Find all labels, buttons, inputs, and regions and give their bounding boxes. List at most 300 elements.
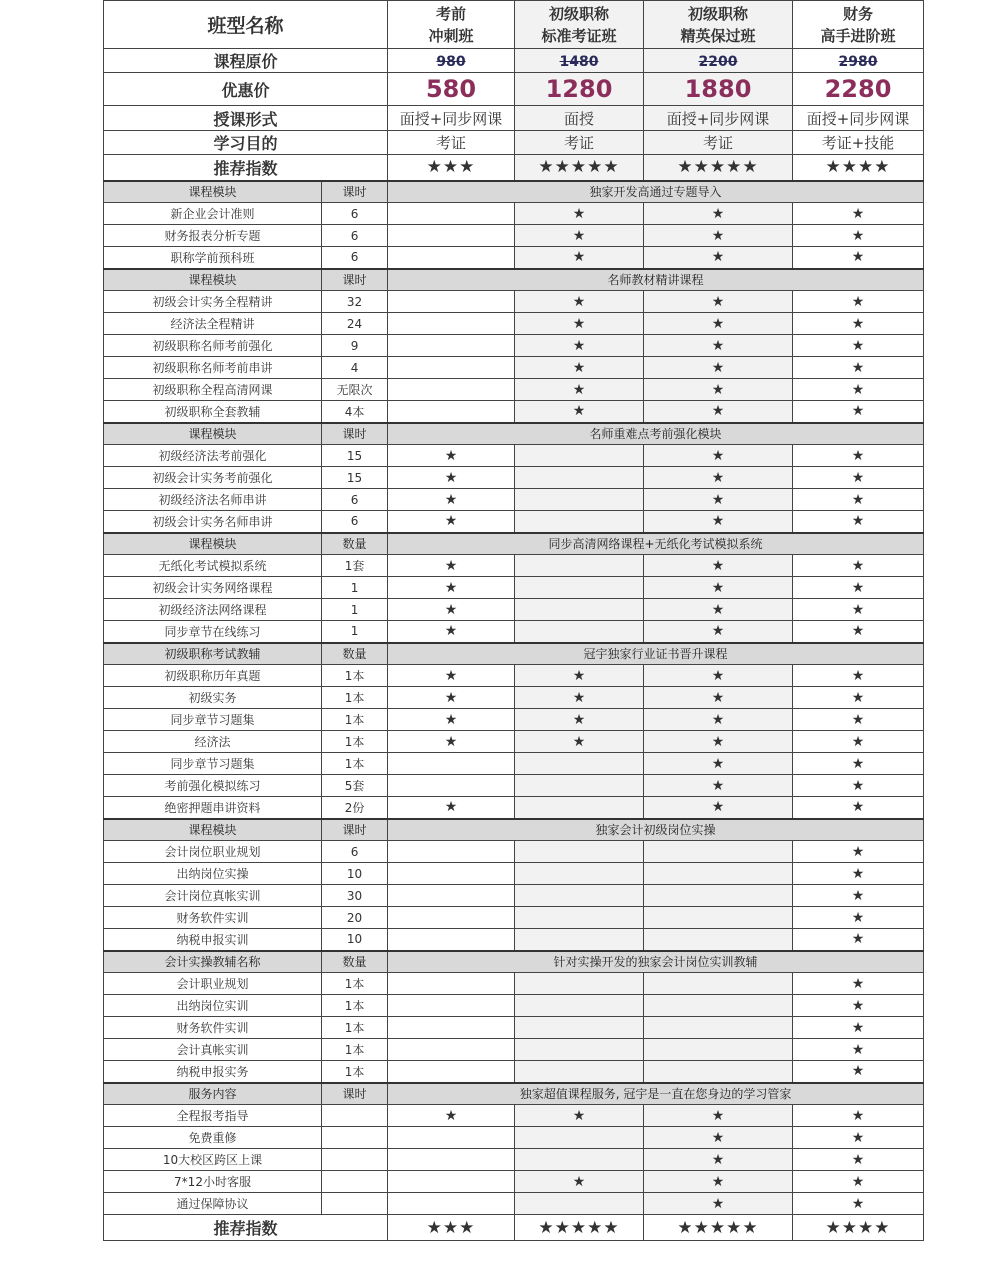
inclusion-cell bbox=[644, 379, 793, 401]
inclusion-cell bbox=[515, 1127, 644, 1149]
inclusion-cell bbox=[644, 1127, 793, 1149]
star-icon: ★ bbox=[711, 1195, 725, 1212]
star-icon: ★ bbox=[851, 997, 865, 1014]
item-quantity: 1本 bbox=[322, 687, 388, 709]
class-header-line1: 财务 bbox=[843, 4, 874, 23]
inclusion-cell bbox=[515, 467, 644, 489]
inclusion-cell bbox=[515, 863, 644, 885]
inclusion-cell bbox=[644, 291, 793, 313]
class-header-line1: 考前 bbox=[436, 4, 467, 23]
inclusion-cell bbox=[793, 379, 924, 401]
class-header-line2: 冲刺班 bbox=[428, 26, 474, 45]
inclusion-cell bbox=[644, 577, 793, 599]
item-name: 10大校区跨区上课 bbox=[104, 1149, 322, 1171]
inclusion-cell bbox=[388, 929, 515, 951]
summary-value-text: 1880 bbox=[684, 75, 752, 103]
item-name: 初级经济法名师串讲 bbox=[104, 489, 322, 511]
inclusion-cell bbox=[793, 929, 924, 951]
summary-value bbox=[388, 131, 515, 155]
inclusion-cell bbox=[515, 379, 644, 401]
inclusion-cell bbox=[644, 1193, 793, 1215]
inclusion-cell bbox=[515, 445, 644, 467]
inclusion-cell bbox=[793, 709, 924, 731]
inclusion-cell bbox=[515, 489, 644, 511]
star-icon: ★ bbox=[851, 557, 865, 574]
inclusion-cell bbox=[644, 203, 793, 225]
inclusion-cell bbox=[793, 863, 924, 885]
item-quantity bbox=[322, 1193, 388, 1215]
star-icon: ★ bbox=[851, 469, 865, 486]
star-icon: ★ bbox=[851, 931, 865, 948]
star-icon: ★ bbox=[572, 337, 586, 354]
inclusion-cell bbox=[644, 885, 793, 907]
table-row bbox=[104, 1193, 924, 1215]
inclusion-cell bbox=[793, 687, 924, 709]
summary-value-text: 1280 bbox=[545, 75, 613, 103]
star-icon: ★ bbox=[711, 579, 725, 596]
star-icon: ★ bbox=[572, 381, 586, 398]
summary-row bbox=[104, 73, 924, 106]
section-col1-label: 服务内容 bbox=[104, 1083, 322, 1105]
inclusion-cell bbox=[388, 577, 515, 599]
rating-stars: ★★★★★ bbox=[538, 1217, 620, 1238]
class-header-line2: 精英保过班 bbox=[680, 26, 756, 45]
inclusion-cell bbox=[793, 1171, 924, 1193]
summary-value-text: 面授+同步网课 bbox=[806, 109, 910, 128]
item-name: 免费重修 bbox=[104, 1127, 322, 1149]
item-quantity: 15 bbox=[322, 467, 388, 489]
inclusion-cell bbox=[388, 731, 515, 753]
summary-value bbox=[515, 49, 644, 73]
inclusion-cell bbox=[793, 599, 924, 621]
item-name: 会计真帐实训 bbox=[104, 1039, 322, 1061]
inclusion-cell bbox=[388, 665, 515, 687]
table-row bbox=[104, 379, 924, 401]
inclusion-cell bbox=[793, 247, 924, 269]
item-name: 会计岗位职业规划 bbox=[104, 841, 322, 863]
summary-value-text: 1480 bbox=[559, 54, 599, 70]
inclusion-cell bbox=[644, 357, 793, 379]
item-quantity: 15 bbox=[322, 445, 388, 467]
inclusion-cell bbox=[388, 313, 515, 335]
inclusion-cell bbox=[515, 797, 644, 819]
star-icon: ★ bbox=[851, 667, 865, 684]
star-icon: ★ bbox=[444, 579, 458, 596]
section-title: 独家超值课程服务, 冠宇是一直在您身边的学习管家 bbox=[388, 1083, 924, 1105]
footer-rating bbox=[515, 1215, 644, 1241]
inclusion-cell bbox=[793, 973, 924, 995]
inclusion-cell bbox=[388, 291, 515, 313]
star-icon: ★ bbox=[851, 1129, 865, 1146]
item-quantity bbox=[322, 1171, 388, 1193]
inclusion-cell bbox=[793, 335, 924, 357]
summary-value bbox=[515, 131, 644, 155]
star-icon: ★ bbox=[851, 623, 865, 640]
table-row bbox=[104, 687, 924, 709]
section-title: 针对实操开发的独家会计岗位实训教辅 bbox=[388, 951, 924, 973]
section-header bbox=[104, 181, 924, 203]
item-name: 初级职称全程高清网课 bbox=[104, 379, 322, 401]
inclusion-cell bbox=[793, 1105, 924, 1127]
inclusion-cell bbox=[388, 621, 515, 643]
inclusion-cell bbox=[388, 247, 515, 269]
star-icon: ★ bbox=[711, 491, 725, 508]
star-icon: ★ bbox=[711, 337, 725, 354]
item-name: 职称学前预科班 bbox=[104, 247, 322, 269]
inclusion-cell bbox=[793, 775, 924, 797]
table-row bbox=[104, 731, 924, 753]
summary-value-text: 面授+同步网课 bbox=[666, 109, 770, 128]
table-row bbox=[104, 225, 924, 247]
inclusion-cell bbox=[793, 665, 924, 687]
item-quantity: 1本 bbox=[322, 731, 388, 753]
star-icon: ★ bbox=[851, 315, 865, 332]
table-row bbox=[104, 1149, 924, 1171]
inclusion-cell bbox=[388, 1105, 515, 1127]
summary-value bbox=[388, 73, 515, 106]
inclusion-cell bbox=[388, 797, 515, 819]
inclusion-cell bbox=[793, 1039, 924, 1061]
table-row bbox=[104, 467, 924, 489]
summary-value bbox=[644, 106, 793, 131]
inclusion-cell bbox=[644, 511, 793, 533]
star-icon: ★ bbox=[851, 447, 865, 464]
summary-row bbox=[104, 49, 924, 73]
table-row bbox=[104, 973, 924, 995]
item-name: 通过保障协议 bbox=[104, 1193, 322, 1215]
item-quantity: 1本 bbox=[322, 1039, 388, 1061]
table-row bbox=[104, 797, 924, 819]
section-col1-label: 课程模块 bbox=[104, 819, 322, 841]
table-row bbox=[104, 203, 924, 225]
section-col1-label: 课程模块 bbox=[104, 423, 322, 445]
table-row bbox=[104, 357, 924, 379]
header-row bbox=[104, 1, 924, 49]
inclusion-cell bbox=[793, 885, 924, 907]
section-header bbox=[104, 269, 924, 291]
item-quantity bbox=[322, 1127, 388, 1149]
inclusion-cell bbox=[388, 841, 515, 863]
inclusion-cell bbox=[388, 467, 515, 489]
item-name: 纳税申报实训 bbox=[104, 929, 322, 951]
star-icon: ★ bbox=[711, 381, 725, 398]
inclusion-cell bbox=[793, 401, 924, 423]
class-column-header bbox=[644, 1, 793, 49]
star-icon: ★ bbox=[572, 249, 586, 266]
inclusion-cell bbox=[515, 1149, 644, 1171]
inclusion-cell bbox=[644, 401, 793, 423]
rating-stars: ★★★ bbox=[426, 157, 476, 178]
class-header-line1: 初级职称 bbox=[688, 4, 749, 23]
star-icon: ★ bbox=[444, 733, 458, 750]
item-quantity: 6 bbox=[322, 225, 388, 247]
inclusion-cell bbox=[515, 885, 644, 907]
rating-stars: ★★★★★ bbox=[538, 157, 620, 178]
star-icon: ★ bbox=[444, 491, 458, 508]
star-icon: ★ bbox=[851, 513, 865, 530]
star-icon: ★ bbox=[851, 491, 865, 508]
star-icon: ★ bbox=[711, 623, 725, 640]
star-icon: ★ bbox=[572, 733, 586, 750]
summary-value bbox=[644, 49, 793, 73]
inclusion-cell bbox=[793, 489, 924, 511]
section-col2-label: 课时 bbox=[322, 269, 388, 291]
inclusion-cell bbox=[388, 1193, 515, 1215]
star-icon: ★ bbox=[851, 403, 865, 420]
inclusion-cell bbox=[644, 489, 793, 511]
star-icon: ★ bbox=[851, 909, 865, 926]
item-quantity: 1本 bbox=[322, 1017, 388, 1039]
inclusion-cell bbox=[515, 775, 644, 797]
section-header bbox=[104, 643, 924, 665]
star-icon: ★ bbox=[851, 205, 865, 222]
item-name: 7*12小时客服 bbox=[104, 1171, 322, 1193]
class-column-header bbox=[515, 1, 644, 49]
section-col1-label: 课程模块 bbox=[104, 533, 322, 555]
item-quantity: 32 bbox=[322, 291, 388, 313]
summary-value bbox=[515, 155, 644, 181]
inclusion-cell bbox=[388, 555, 515, 577]
section-header bbox=[104, 1083, 924, 1105]
inclusion-cell bbox=[793, 841, 924, 863]
section-col2-label: 课时 bbox=[322, 181, 388, 203]
summary-label: 授课形式 bbox=[104, 106, 388, 131]
item-quantity: 4本 bbox=[322, 401, 388, 423]
inclusion-cell bbox=[388, 1127, 515, 1149]
item-quantity: 1 bbox=[322, 577, 388, 599]
item-name: 初级会计实务考前强化 bbox=[104, 467, 322, 489]
inclusion-cell bbox=[515, 731, 644, 753]
footer-rating bbox=[793, 1215, 924, 1241]
table-row bbox=[104, 621, 924, 643]
inclusion-cell bbox=[515, 599, 644, 621]
item-name: 出纳岗位实训 bbox=[104, 995, 322, 1017]
item-name: 纳税申报实务 bbox=[104, 1061, 322, 1083]
section-header bbox=[104, 951, 924, 973]
inclusion-cell bbox=[644, 973, 793, 995]
table-row bbox=[104, 995, 924, 1017]
star-icon: ★ bbox=[711, 469, 725, 486]
inclusion-cell bbox=[388, 1039, 515, 1061]
inclusion-cell bbox=[388, 687, 515, 709]
star-icon: ★ bbox=[851, 1041, 865, 1058]
inclusion-cell bbox=[388, 379, 515, 401]
inclusion-cell bbox=[388, 907, 515, 929]
item-quantity bbox=[322, 1149, 388, 1171]
star-icon: ★ bbox=[851, 293, 865, 310]
inclusion-cell bbox=[644, 1171, 793, 1193]
item-quantity: 1本 bbox=[322, 709, 388, 731]
inclusion-cell bbox=[644, 621, 793, 643]
summary-value-text: 2980 bbox=[838, 54, 878, 70]
item-name: 经济法 bbox=[104, 731, 322, 753]
inclusion-cell bbox=[793, 1017, 924, 1039]
item-name: 初级经济法网络课程 bbox=[104, 599, 322, 621]
summary-value bbox=[644, 73, 793, 106]
inclusion-cell bbox=[388, 511, 515, 533]
inclusion-cell bbox=[644, 555, 793, 577]
inclusion-cell bbox=[388, 1017, 515, 1039]
star-icon: ★ bbox=[851, 1195, 865, 1212]
inclusion-cell bbox=[644, 907, 793, 929]
inclusion-cell bbox=[388, 445, 515, 467]
inclusion-cell bbox=[515, 687, 644, 709]
item-name: 会计职业规划 bbox=[104, 973, 322, 995]
inclusion-cell bbox=[644, 709, 793, 731]
star-icon: ★ bbox=[711, 293, 725, 310]
inclusion-cell bbox=[515, 247, 644, 269]
inclusion-cell bbox=[644, 335, 793, 357]
inclusion-cell bbox=[793, 1127, 924, 1149]
item-quantity: 无限次 bbox=[322, 379, 388, 401]
summary-value bbox=[515, 73, 644, 106]
summary-value-text: 580 bbox=[425, 75, 477, 103]
inclusion-cell bbox=[388, 973, 515, 995]
inclusion-cell bbox=[793, 511, 924, 533]
table-row bbox=[104, 929, 924, 951]
inclusion-cell bbox=[388, 225, 515, 247]
table-row bbox=[104, 1017, 924, 1039]
star-icon: ★ bbox=[851, 843, 865, 860]
footer-rating bbox=[644, 1215, 793, 1241]
star-icon: ★ bbox=[572, 205, 586, 222]
inclusion-cell bbox=[515, 995, 644, 1017]
inclusion-cell bbox=[515, 665, 644, 687]
class-header-line1: 初级职称 bbox=[549, 4, 610, 23]
star-icon: ★ bbox=[851, 777, 865, 794]
summary-value-text: 面授 bbox=[564, 109, 595, 128]
star-icon: ★ bbox=[851, 689, 865, 706]
inclusion-cell bbox=[644, 1105, 793, 1127]
rating-stars: ★★★★★ bbox=[677, 157, 759, 178]
footer-row bbox=[104, 1215, 924, 1241]
star-icon: ★ bbox=[711, 601, 725, 618]
class-header-line2: 标准考证班 bbox=[541, 26, 617, 45]
item-name: 初级会计实务全程精讲 bbox=[104, 291, 322, 313]
item-name: 考前强化模拟练习 bbox=[104, 775, 322, 797]
inclusion-cell bbox=[644, 731, 793, 753]
star-icon: ★ bbox=[851, 579, 865, 596]
section-title: 名师重难点考前强化模块 bbox=[388, 423, 924, 445]
inclusion-cell bbox=[793, 357, 924, 379]
summary-value bbox=[793, 106, 924, 131]
star-icon: ★ bbox=[711, 1129, 725, 1146]
star-icon: ★ bbox=[711, 557, 725, 574]
table-row bbox=[104, 1039, 924, 1061]
inclusion-cell bbox=[515, 929, 644, 951]
table-row bbox=[104, 1061, 924, 1083]
star-icon: ★ bbox=[851, 227, 865, 244]
item-quantity: 1 bbox=[322, 621, 388, 643]
inclusion-cell bbox=[793, 467, 924, 489]
item-name: 初级职称历年真题 bbox=[104, 665, 322, 687]
inclusion-cell bbox=[515, 203, 644, 225]
inclusion-cell bbox=[793, 995, 924, 1017]
section-title: 独家开发高通过专题导入 bbox=[388, 181, 924, 203]
item-name: 经济法全程精讲 bbox=[104, 313, 322, 335]
table-row bbox=[104, 863, 924, 885]
comparison-table bbox=[103, 0, 924, 1241]
star-icon: ★ bbox=[851, 381, 865, 398]
summary-row bbox=[104, 106, 924, 131]
star-icon: ★ bbox=[572, 689, 586, 706]
inclusion-cell bbox=[515, 1105, 644, 1127]
section-col2-label: 课时 bbox=[322, 819, 388, 841]
class-column-header bbox=[388, 1, 515, 49]
summary-value-text: 980 bbox=[436, 54, 466, 70]
summary-value bbox=[388, 106, 515, 131]
star-icon: ★ bbox=[711, 777, 725, 794]
inclusion-cell bbox=[644, 1149, 793, 1171]
inclusion-cell bbox=[793, 731, 924, 753]
star-icon: ★ bbox=[851, 249, 865, 266]
item-quantity: 1本 bbox=[322, 973, 388, 995]
table-row bbox=[104, 313, 924, 335]
inclusion-cell bbox=[644, 775, 793, 797]
inclusion-cell bbox=[515, 357, 644, 379]
rating-stars: ★★★ bbox=[426, 1217, 476, 1238]
star-icon: ★ bbox=[444, 469, 458, 486]
star-icon: ★ bbox=[711, 227, 725, 244]
star-icon: ★ bbox=[851, 733, 865, 750]
inclusion-cell bbox=[793, 1061, 924, 1083]
summary-value bbox=[644, 155, 793, 181]
inclusion-cell bbox=[793, 203, 924, 225]
item-name: 初级会计实务网络课程 bbox=[104, 577, 322, 599]
inclusion-cell bbox=[515, 1061, 644, 1083]
item-quantity: 6 bbox=[322, 841, 388, 863]
star-icon: ★ bbox=[851, 799, 865, 816]
star-icon: ★ bbox=[711, 1151, 725, 1168]
summary-value-text: 考证 bbox=[564, 134, 595, 152]
star-icon: ★ bbox=[711, 315, 725, 332]
inclusion-cell bbox=[793, 555, 924, 577]
star-icon: ★ bbox=[711, 513, 725, 530]
summary-label: 优惠价 bbox=[104, 73, 388, 106]
inclusion-cell bbox=[644, 313, 793, 335]
inclusion-cell bbox=[644, 841, 793, 863]
table-row bbox=[104, 885, 924, 907]
summary-value-text: 2200 bbox=[698, 54, 738, 70]
star-icon: ★ bbox=[572, 403, 586, 420]
item-quantity: 1本 bbox=[322, 753, 388, 775]
star-icon: ★ bbox=[444, 623, 458, 640]
summary-value-text: 考证 bbox=[436, 134, 467, 152]
section-col2-label: 数量 bbox=[322, 643, 388, 665]
item-name: 同步章节习题集 bbox=[104, 753, 322, 775]
table-row bbox=[104, 753, 924, 775]
summary-label: 推荐指数 bbox=[104, 155, 388, 181]
class-name-label: 班型名称 bbox=[104, 1, 388, 49]
inclusion-cell bbox=[793, 621, 924, 643]
item-quantity: 1 bbox=[322, 599, 388, 621]
inclusion-cell bbox=[515, 709, 644, 731]
class-header-line2: 高手进阶班 bbox=[820, 26, 896, 45]
summary-value bbox=[515, 106, 644, 131]
inclusion-cell bbox=[515, 1017, 644, 1039]
table-row bbox=[104, 335, 924, 357]
star-icon: ★ bbox=[444, 557, 458, 574]
inclusion-cell bbox=[644, 995, 793, 1017]
inclusion-cell bbox=[515, 335, 644, 357]
inclusion-cell bbox=[515, 555, 644, 577]
inclusion-cell bbox=[644, 797, 793, 819]
inclusion-cell bbox=[515, 1039, 644, 1061]
table-row bbox=[104, 247, 924, 269]
section-col1-label: 课程模块 bbox=[104, 181, 322, 203]
star-icon: ★ bbox=[851, 601, 865, 618]
star-icon: ★ bbox=[851, 865, 865, 882]
